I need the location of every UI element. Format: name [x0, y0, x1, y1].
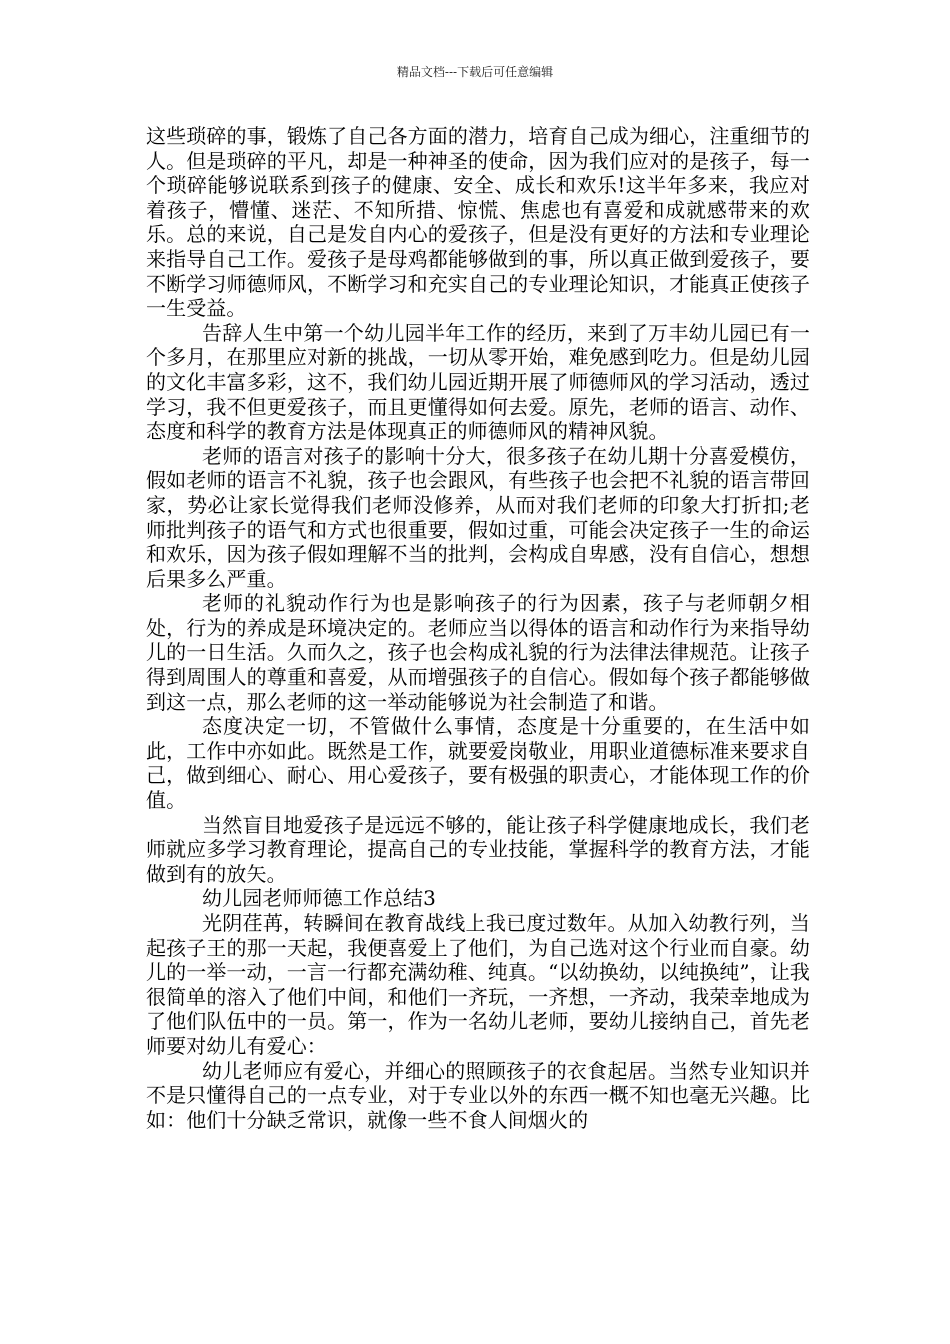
paragraph-7: 光阴荏苒，转瞬间在教育战线上我已度过数年。从加入幼教行列，当起孩子王的那一天起，我便喜爱上了他们，为自己选对这个行业而自豪。幼儿的一举一动，一言一行都充满幼稚、纯真。“以幼换幼，以纯换纯”，让我很简单的溶入了他们中间，和他们一齐玩，一齐想，一齐动，我荣幸地成为了他们队伍中的一员。第一，作为一名幼儿老师，要幼儿接纳自己，首先老师要对幼儿有爱心： — [146, 911, 810, 1058]
paragraph-4: 老师的礼貌动作行为也是影响孩子的行为因素，孩子与老师朝夕相处，行为的养成是环境决定的。老师应当以得体的语言和动作行为来指导幼儿的一日生活。久而久之，孩子也会构成礼貌的行为法律法律规范。让孩子得到周围人的尊重和喜爱，从而增强孩子的自信心。假如每个孩子都能够做到这一点，那么老师的这一举动能够说为社会制造了和谐。 — [146, 591, 810, 714]
paragraph-6: 当然盲目地爱孩子是远远不够的，能让孩子科学健康地成长，我们老师就应多学习教育理论，提高自己的专业技能，掌握科学的教育方法，才能做到有的放矢。 — [146, 812, 810, 886]
paragraph-2: 告辞人生中第一个幼儿园半年工作的经历，来到了万丰幼儿园已有一个多月，在那里应对新的挑战，一切从零开始，难免感到吃力。但是幼儿园的文化丰富多彩，这不，我们幼儿园近期开展了师德师风的学习活动，透过学习，我不但更爱孩子，而且更懂得如何去爱。原先，老师的语言、动作、态度和科学的教育方法是体现真正的师德师风的精神风貌。 — [146, 320, 810, 444]
paragraph-1: 这些琐碎的事，锻炼了自己各方面的潜力，培育自己成为细心，注重细节的人。但是琐碎的平凡，却是一种神圣的使命，因为我们应对的是孩子，每一个琐碎能够说联系到孩子的健康、安全、成长和欢乐!这半年多来，我应对着孩子，懵懂、迷茫、不知所措、惊慌、焦虑也有喜爱和成就感带来的欢乐。总的来说，自己是发自内心的爱孩子，但是没有更好的方法和专业理论来指导自己工作。爱孩子是母鸡都能够做到的事，所以真正做到爱孩子，要不断学习师德师风，不断学习和充实自己的专业理论知识，才能真正使孩子一生受益。 — [146, 124, 810, 321]
document-body — [146, 124, 810, 1132]
paragraph-5: 态度决定一切，不管做什么事情，态度是十分重要的，在生活中如此，工作中亦如此。既然是工作，就要爱岗敬业，用职业道德标准来要求自己，做到细心、耐心、用心爱孩子，要有极强的职责心，才能体现工作的价值。 — [146, 714, 810, 813]
paragraph-3: 老师的语言对孩子的影响十分大，很多孩子在幼儿期十分喜爱模仿，假如老师的语言不礼貌，孩子也会跟风，有些孩子也会把不礼貌的语言带回家，势必让家长觉得我们老师没修养，从而对我们老师的印象大打折扣;老师批判孩子的语气和方式也很重要，假如过重，可能会决定孩子一生的命运和欢乐，因为孩子假如理解不当的批判，会构成自卑感，没有自信心，想想后果多么严重。 — [146, 443, 810, 591]
page-header: 精品文档---下载后可任意编辑 — [396, 65, 554, 79]
paragraph-8: 幼儿老师应有爱心，并细心的照顾孩子的衣食起居。当然专业知识并不是只懂得自己的一点专业，对于专业以外的东西一概不知也毫无兴趣。比如：他们十分缺乏常识，就像一些不食人间烟火的 — [146, 1058, 810, 1132]
section-heading: 幼儿园老师师德工作总结3 — [202, 886, 436, 911]
